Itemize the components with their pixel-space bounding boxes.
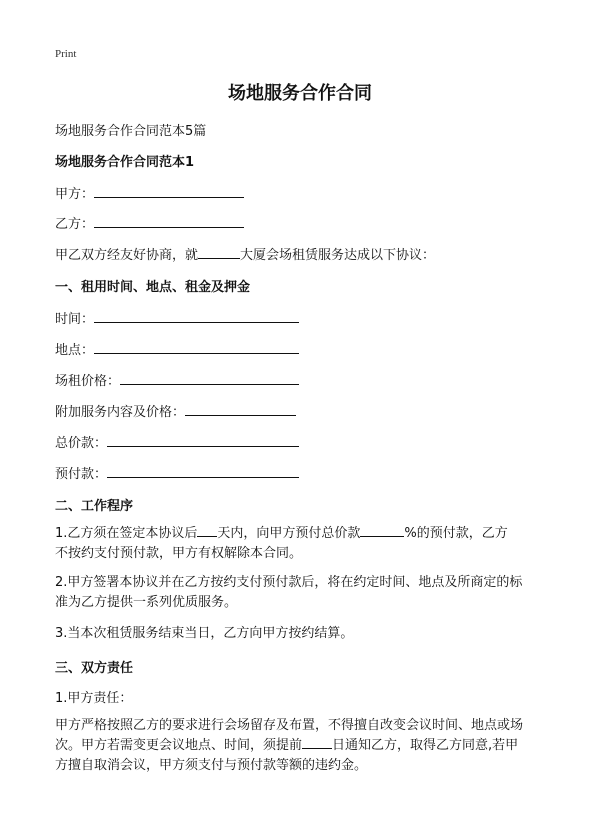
field-time-blank	[94, 310, 299, 323]
intro-paragraph	[55, 244, 435, 263]
party-b-label: 乙方：	[55, 217, 95, 232]
field-extra-label: 附加服务内容及价格：	[55, 405, 186, 420]
responsibility-paragraph	[55, 716, 567, 776]
document-title: 场地服务合作合同	[228, 83, 372, 104]
procedure-paragraph-2	[55, 573, 567, 613]
party-a-field	[55, 183, 244, 202]
responsibility-line-3: 方擅自取消会议，甲方须支付与预付款等额的违约金。	[55, 758, 368, 773]
responsibility-line-1: 甲方严格按照乙方的要求进行会场留存及布置，不得擅自改变会议时间、地点或场	[55, 718, 524, 733]
field-time	[55, 308, 299, 327]
field-place	[55, 339, 299, 358]
field-total-blank	[107, 434, 299, 447]
section-heading: 场地服务合作合同范本1	[55, 155, 195, 170]
procedure-1-part-b: 天内，向甲方预付总价款	[217, 526, 361, 541]
field-rent	[55, 370, 299, 389]
responsibility-line-2-post: 日通知乙方，取得乙方同意,若甲	[332, 738, 519, 753]
intro-pre-text: 甲乙双方经友好协商，就	[55, 248, 199, 263]
field-prepay-blank	[107, 465, 299, 478]
party-a-label: 甲方：	[55, 187, 95, 202]
field-place-label: 地点：	[55, 343, 95, 358]
field-total-label: 总价款：	[55, 436, 108, 451]
party-b-field	[55, 213, 244, 232]
procedure-1-blank-percent	[360, 524, 404, 537]
procedure-paragraph-1	[55, 524, 567, 564]
print-label[interactable]: Print	[55, 48, 77, 60]
heading-1: 一、租用时间、地点、租金及押金	[55, 280, 251, 295]
responsibility-line-2-pre: 次。甲方若需变更会议地点、时间，须提前	[55, 738, 303, 753]
field-time-label: 时间：	[55, 312, 95, 327]
document-subtitle: 场地服务合作合同范本5篇	[55, 124, 207, 139]
responsibility-blank-days	[302, 736, 332, 749]
field-prepay	[55, 463, 299, 482]
procedure-2-line-2: 准为乙方提供一系列优质服务。	[55, 595, 238, 610]
responsibility-line-2	[55, 736, 567, 756]
procedure-1-part-a: 1.乙方须在签定本协议后	[55, 526, 198, 541]
procedure-paragraph-3: 3.当本次租赁服务结束当日，乙方向甲方按约结算。	[55, 626, 354, 641]
heading-3: 三、双方责任	[55, 661, 134, 676]
procedure-1-blank-days	[197, 524, 217, 537]
procedure-2-line-1: 2.甲方签署本协议并在乙方按约支付预付款后，将在约定时间、地点及所商定的标	[55, 575, 523, 590]
field-rent-label: 场租价格：	[55, 374, 121, 389]
heading-2: 二、工作程序	[55, 499, 134, 514]
party-b-blank	[94, 215, 244, 228]
intro-blank	[198, 246, 240, 259]
field-place-blank	[94, 341, 299, 354]
procedure-1-part-c: %的预付款，乙方	[404, 526, 508, 541]
procedure-1-line-1	[55, 524, 567, 544]
intro-post-text: 大厦会场租赁服务达成以下协议：	[240, 248, 436, 263]
field-extra-blank	[185, 403, 296, 416]
responsibility-1: 1.甲方责任：	[55, 691, 133, 706]
field-total	[55, 432, 299, 451]
field-rent-blank	[120, 372, 299, 385]
field-prepay-label: 预付款：	[55, 467, 108, 482]
field-extra	[55, 401, 296, 420]
procedure-1-line-2: 不按约支付预付款，甲方有权解除本合同。	[55, 546, 303, 561]
party-a-blank	[94, 185, 244, 198]
